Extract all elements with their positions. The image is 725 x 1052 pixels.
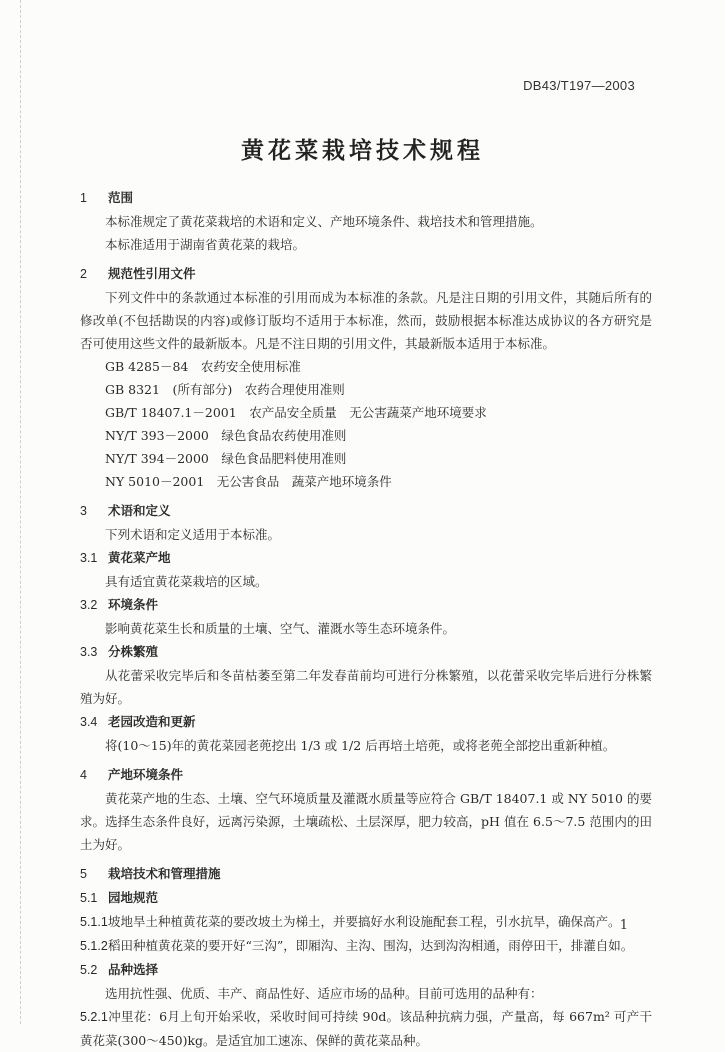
section-heading — [80, 710, 652, 734]
section-number: 2 — [80, 267, 87, 281]
numbered-clause — [80, 1005, 652, 1052]
section-number: 4 — [80, 768, 87, 782]
numbered-clause — [80, 934, 652, 958]
reference-item: NY/T 393－2000 绿色食品农药使用准则 — [105, 428, 347, 443]
section-text: 环境条件 — [108, 597, 159, 612]
paragraph: 具有适宜黄花菜栽培的区域。 — [105, 574, 268, 589]
numbered-clause — [80, 910, 652, 934]
document-number: DB43/T197—2003 — [523, 78, 635, 93]
section-heading — [80, 640, 652, 664]
section-text: 分株繁殖 — [108, 644, 159, 659]
section-number: 3.1 — [80, 551, 98, 565]
section-text: 规范性引用文件 — [108, 266, 196, 281]
section-heading — [80, 546, 652, 570]
section-heading — [80, 862, 652, 886]
paragraph: 下列术语和定义适用于本标准。 — [105, 527, 281, 542]
section-number: 5 — [80, 867, 87, 881]
reference-item: NY 5010－2001 无公害食品 蔬菜产地环境条件 — [105, 474, 392, 489]
section-number: 3.3 — [80, 645, 98, 659]
section-number: 3.4 — [80, 715, 98, 729]
section-heading — [80, 958, 652, 982]
section-number: 5.2.1 — [80, 1010, 108, 1024]
paragraph: 选用抗性强、优质、丰产、商品性好、适应市场的品种。目前可选用的品种有： — [105, 986, 543, 1001]
reference-item: GB 4285－84 农药安全使用标准 — [105, 359, 301, 374]
section-heading — [80, 886, 652, 910]
section-text: 黄花菜产地 — [108, 550, 171, 565]
section-text: 品种选择 — [108, 962, 159, 977]
section-number: 5.1.2 — [80, 939, 108, 953]
reference-item: NY/T 394－2000 绿色食品肥料使用准则 — [105, 451, 347, 466]
section-text: 栽培技术和管理措施 — [108, 866, 221, 881]
document-title: 黄花菜栽培技术规程 — [241, 137, 484, 164]
paragraph: 本标准规定了黄花菜栽培的术语和定义、产地环境条件、栽培技术和管理措施。 — [105, 214, 543, 229]
section-number: 3 — [80, 504, 87, 518]
paragraph: 从花蕾采收完毕后和冬苗枯萎至第二年发春苗前均可进行分株繁殖，以花蕾采收完毕后进行分株繁殖为好。 — [80, 668, 652, 706]
paragraph: 影响黄花菜生长和质量的土壤、空气、灌溉水等生态环境条件。 — [105, 621, 456, 636]
section-number: 1 — [80, 191, 87, 205]
section-text: 冲里花：6月上旬开始采收，采收时间可持续 90d。该品种抗病力强，产量高，每 667m² 可产干黄花菜(300～450)kg。是适宜加工速冻、保鲜的黄花菜品种。 — [80, 1009, 652, 1048]
paragraph: 黄花菜产地的生态、土壤、空气环境质量及灌溉水质量等应符合 GB/T 18407.1 或 NY 5010 的要求。选择生态条件良好，远离污染源，土壤疏松、土层深厚，肥力较高，pH 值在 6.5～7.5 范围内的田土为好。 — [80, 791, 652, 852]
section-text: 术语和定义 — [108, 503, 171, 518]
paragraph: 下列文件中的条款通过本标准的引用而成为本标准的条款。凡是注日期的引用文件，其随后所有的修改单(不包括勘误的内容)或修订版均不适用于本标准，然而，鼓励根据本标准达成协议的各方研究是否可使用这些文件的最新版本。凡是不注日期的引用文件，其最新版本适用于本标准。 — [80, 290, 652, 351]
page-number: 1 — [619, 918, 628, 933]
section-heading — [80, 499, 652, 523]
paragraph: 将(10～15)年的黄花菜园老蔸挖出 1/3 或 1/2 后再培土培蔸，或将老蔸全部挖出重新种植。 — [105, 738, 616, 753]
section-number: 3.2 — [80, 598, 98, 612]
paragraph: 本标准适用于湖南省黄花菜的栽培。 — [105, 237, 306, 252]
section-text: 范围 — [108, 190, 134, 205]
section-text: 坡地旱土种植黄花菜的要改坡土为梯土，并要搞好水利设施配套工程，引水抗旱，确保高产。 — [108, 914, 621, 929]
section-text: 园地规范 — [108, 890, 159, 905]
reference-item: GB 8321 (所有部分) 农药合理使用准则 — [105, 382, 345, 397]
document-body — [80, 180, 652, 1052]
section-number: 5.2 — [80, 963, 98, 977]
section-heading — [80, 763, 652, 787]
section-heading — [80, 262, 652, 286]
section-heading — [80, 593, 652, 617]
section-heading — [80, 186, 652, 210]
reference-item: GB/T 18407.1－2001 农产品安全质量 无公害蔬菜产地环境要求 — [105, 405, 487, 420]
section-text: 稻田种植黄花菜的要开好“三沟”，即厢沟、主沟、围沟，达到沟沟相通，雨停田干，排灌自如。 — [108, 938, 634, 953]
section-number: 5.1 — [80, 891, 98, 905]
section-number: 5.1.1 — [80, 915, 108, 929]
section-text: 产地环境条件 — [108, 767, 184, 782]
section-text: 老园改造和更新 — [108, 714, 196, 729]
